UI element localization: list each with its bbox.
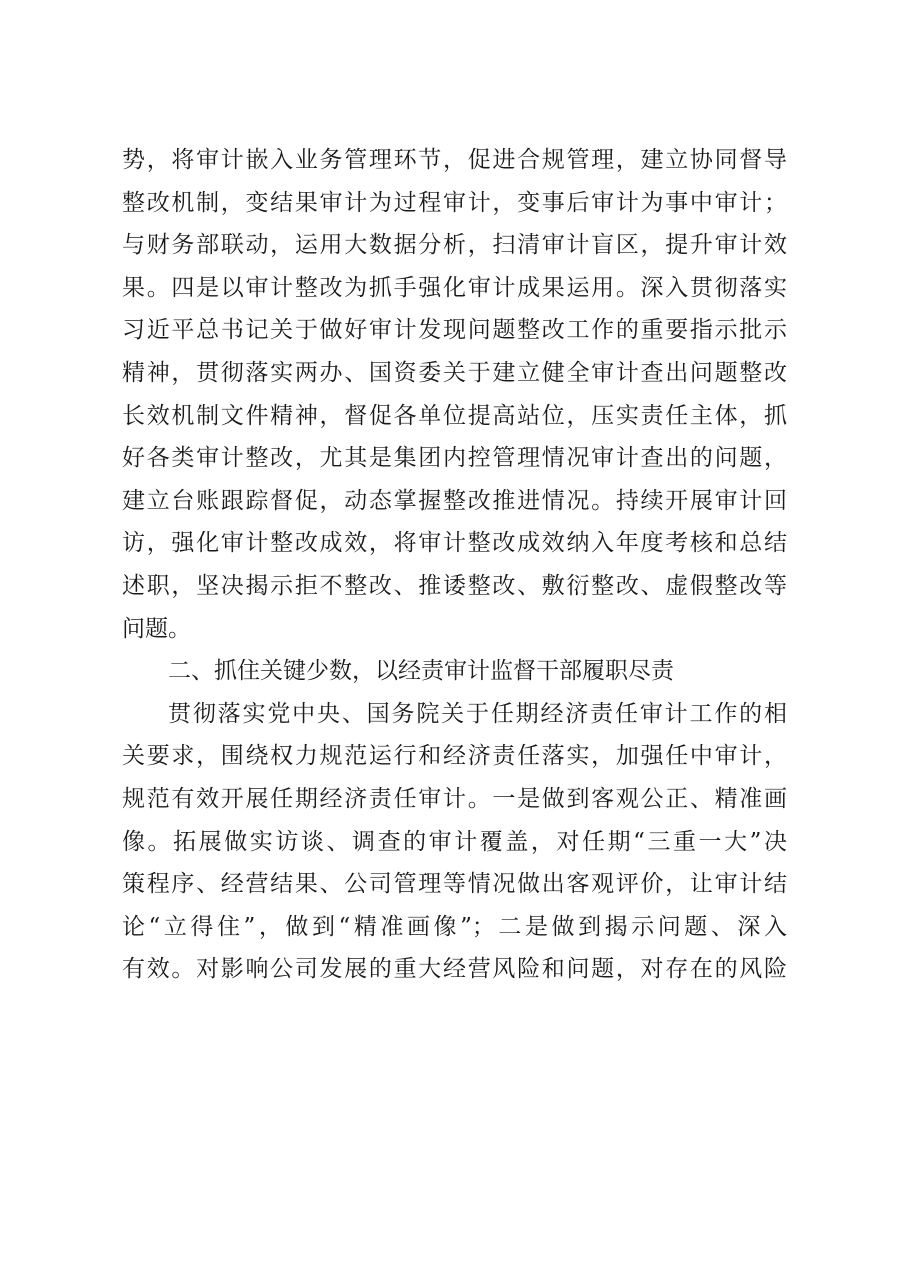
paragraph-line: 规范有效开展任期经济责任审计。一是做到客观公正、精准画 <box>122 785 787 812</box>
paragraph-line: 势，将审计嵌入业务管理环节，促进合规管理，建立协同督导 <box>122 147 787 173</box>
paragraph-line: 问题。 <box>122 615 191 642</box>
paragraph-line: 有效。对影响公司发展的重大经营风险和问题，对存在的风险 <box>122 956 787 983</box>
paragraph-line: 论“立得住”，做到“精准画像”；二是做到揭示问题、深入 <box>122 913 787 940</box>
paragraph-line: 贯彻落实党中央、国务院关于任期经济责任审计工作的相 <box>168 700 787 727</box>
paragraph-line: 建立台账跟踪督促，动态掌握整改推进情况。持续开展审计回 <box>122 487 787 514</box>
paragraph-line: 关要求，围绕权力规范运行和经济责任落实，加强任中审计， <box>122 743 787 770</box>
paragraph-continued <box>122 139 787 991</box>
paragraph-line: 述职，坚决揭示拒不整改、推诿整改、敷衍整改、虚假整改等 <box>122 572 787 599</box>
paragraph-line: 像。拓展做实访谈、调查的审计覆盖，对任期“三重一大”决 <box>122 828 787 855</box>
paragraph-line: 好各类审计整改，尤其是集团内控管理情况审计查出的问题， <box>122 445 787 472</box>
paragraph-line: 策程序、经营结果、公司管理等情况做出客观评价，让审计结 <box>122 871 787 898</box>
paragraph-line: 果。四是以审计整改为抓手强化审计成果运用。深入贯彻落实 <box>122 274 787 301</box>
paragraph-line: 习近平总书记关于做好审计发现问题整改工作的重要指示批示 <box>122 317 787 344</box>
paragraph-line: 整改机制，变结果审计为过程审计，变事后审计为事中审计； <box>122 189 787 216</box>
paragraph-line: 长效机制文件精神，督促各单位提高站位，压实责任主体，抓 <box>122 402 787 429</box>
section-heading: 二、抓住关键少数，以经责审计监督干部履职尽责 <box>168 658 674 685</box>
paragraph-line: 精神，贯彻落实两办、国资委关于建立健全审计查出问题整改 <box>122 359 787 386</box>
paragraph-line: 访，强化审计整改成效，将审计整改成效纳入年度考核和总结 <box>122 530 787 557</box>
paragraph-line: 与财务部联动，运用大数据分析，扫清审计盲区，提升审计效 <box>122 232 787 259</box>
